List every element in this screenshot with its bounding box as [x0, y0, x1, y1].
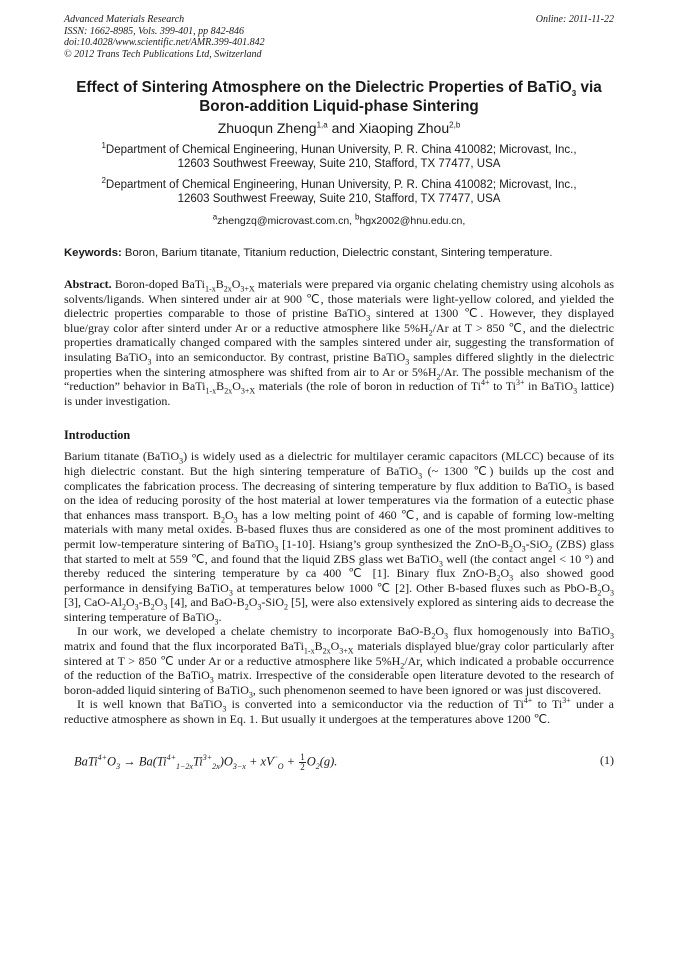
doi-line: doi:10.4028/www.scientific.net/AMR.399-401.842	[64, 37, 265, 48]
keywords-label: Keywords:	[64, 247, 122, 259]
author-emails: $^a$zhengzq@microvast.com.cn, $^b$hgx2002@hnu.edu.cn,	[212, 212, 466, 227]
copyright-line: © 2012 Trans Tech Publications Ltd, Switzerland	[64, 48, 262, 60]
equation-1	[64, 753, 614, 775]
email-b[interactable]: hgx2002@hnu.edu.cn,	[359, 215, 466, 227]
author-1: Zhuoqun Zheng	[217, 120, 317, 136]
email-a[interactable]: zhengzq@microvast.com.cn,	[217, 215, 356, 227]
keywords	[64, 247, 614, 259]
author-list: Zhuoqun Zheng$^{1,a}$ and Xiaoping Zhou$^{2,b}$	[217, 120, 461, 136]
author-2: Xiaoping Zhou	[358, 120, 450, 136]
equation-body: $BaTi^{4+}O_3 \to Ba(Ti^{4+}_{1-2x}Ti^{3+}_{2x})O_{3-x} + xV^{\cdot\cdot}_O$ + $\frac{1}{2}$ $O_2(g)$.	[74, 751, 338, 772]
paper-page	[64, 14, 614, 775]
keywords-text: Boron, Barium titanate, Titanium reduction, Dielectric constant, Sintering temperature.	[121, 247, 553, 259]
fraction-one-half: $\frac{1}{2}$	[300, 751, 305, 772]
affiliation-2: $^2$Department of Chemical Engineering, Hunan University, P. R. China 410082; Microvast, Inc., 12603 Southwest Freeway, Suite 210, Stafford, TX 77477, USA	[101, 176, 577, 205]
journal-header	[64, 14, 614, 60]
intro-paragraph-1: Barium titanate (BaTiO$_3$) is widely used as a dielectric for multilayer ceramic capacitors (MLCC) because of its high dielectric constant. But the high sintering temperature of BaTiO$_3$ (~ 1300 ℃) builds up the cost and complicates the fabrication process. The decreasing of sintering temperature by flux addition to BaTiO$_3$ is based on the idea of reducing porosity of the host material at lower temperatures via the formation of a eutectic phase that enhances mass transport. $B_2O_3$ has a low melting point of 460 ℃, and is capable of forming low-melting materials with many metal oxides. B-based fluxes thus are considered as one of the most prominent additives to permit low-temperature sintering of BaTiO$_3$ [1-10]. Hsiang’s group synthesized the ZnO-$B_2O_3-SiO_2$ (ZBS) glass that started to melt at 559 ℃, and found that the liquid ZBS glass wet BaTiO$_3$ well (the contact angel < 10 °) and thereby reduced the sintering temperature by ca 400 ℃ [1]. Binary flux ZnO-$B_2O_3$ also showed good performance in densifying BaTiO$_3$ at temperatures below 1000 ℃ [2]. Other B-based fluxes such as PbO-$B_2O_3$ [3], CaO-$Al_2O_3-B_2O_3$ [4], and BaO-$B_2O_3-SiO_2$ [5], were also extensively explored as sintering aids to decrease the sintering temperature of BaTiO$_3$.	[64, 449, 614, 627]
section-heading-introduction: Introduction	[64, 428, 131, 443]
journal-name: Advanced Materials Research	[64, 14, 185, 25]
abstract: Abstract. Boron-doped $BaTi_{1-x}B_{2x}O_{3+X}$ materials were prepared via organic chelating chemistry using alcohols as solvents/ligands. When sintered under air at 900 ℃, those materials were light-yellow colored, and yielded the dielectric properties comparable to those of pristine BaTiO$_3$ sintered at 1300 ℃. However, they displayed blue/gray color after sinterd under Ar or a reductive atmosphere like $5\%H_2/Ar$ at T > 850 ℃, and the dielectric properties dramatically changed compared with the samples sintered under air, suggesting the transformation of insulating BaTiO$_3$ into an semiconductor. By contrast, pristine BaTiO$_3$ samples differed slightly in the dielectric properties when the sintering atmosphere was shifted from air to Ar or $5\%H_2/Ar$. The possible mechanism of the “reduction” behavior in $BaTi_{1-x}B_{2x}O_{3+X}$ materials (the role of boron in reduction of $Ti^{4+}$ to $Ti^{3+}$ in BaTiO$_3$ lattice) is under investigation.	[64, 277, 615, 408]
equation-number: (1)	[600, 752, 614, 767]
intro-paragraph-3: It is well known that BaTiO$_3$ is converted into a semiconductor via the reduction of $Ti^{4+}$ to $Ti^{3+}$ under a reductive atmosphere as shown in Eq. 1. But usually it undergoes at the temperatures above 1200 ℃.	[64, 696, 614, 727]
abstract-label: Abstract.	[64, 277, 112, 291]
online-date: Online: 2011-11-22	[535, 14, 614, 25]
affiliation-1: $^1$Department of Chemical Engineering, Hunan University, P. R. China 410082; Microvast, Inc., 12603 Southwest Freeway, Suite 210, Stafford, TX 77477, USA	[101, 141, 577, 170]
issn-line: ISSN: 1662-8985, Vols. 399-401, pp 842-846	[64, 25, 244, 37]
paper-title: Effect of Sintering Atmosphere on the Dielectric Properties of BaTiO$_3$ via Boron-addition Liquid-phase Sintering	[76, 79, 602, 115]
intro-paragraph-2: In our work, we developed a chelate chemistry to incorporate BaO-$B_2O_3$ flux homogenously into BaTiO$_3$ matrix and found that the flux incorporated $BaTi_{1-x}B_{2x}O_{3+X}$ materials displayed blue/gray color particularly after sintered at T > 850 ℃ under Ar or a reductive atmosphere like $5\%H_2/Ar$, which indicated a probable occurrence of the reduction of the BaTiO$_3$ matrix. Irrespective of the considerable open literature devoted to the research of boron-added liquid sintering of BaTiO$_3$, such phenomenon seemed to have been ignored or was just discovered.	[64, 624, 615, 700]
